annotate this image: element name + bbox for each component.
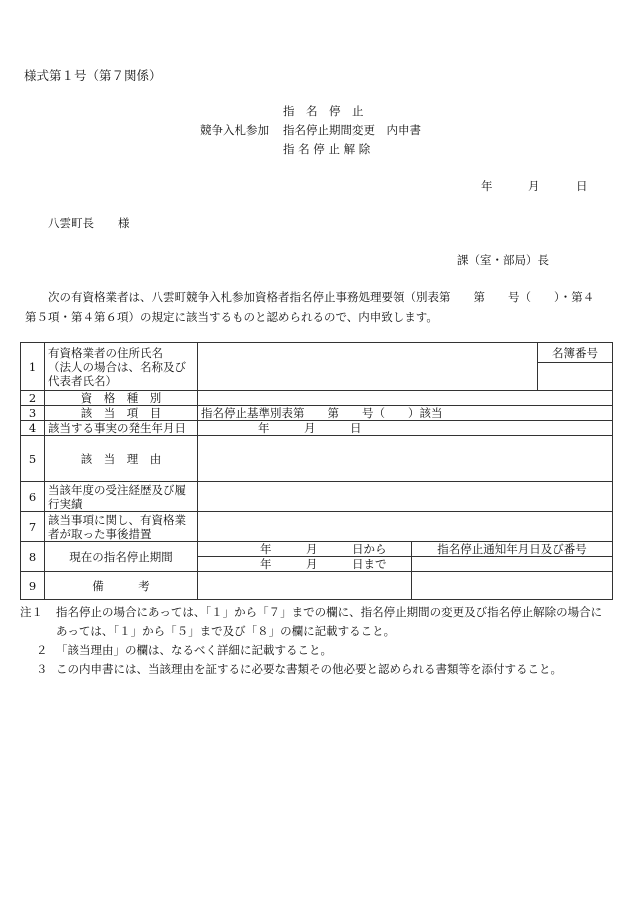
qualification-value-cell[interactable] xyxy=(198,391,613,406)
row-number: 2 xyxy=(21,391,45,406)
notice-date-header: 指名停止通知年月日及び番号 xyxy=(412,542,613,557)
row-label-applicable-item: 該 当 項 目 xyxy=(45,406,198,421)
occurrence-date-value[interactable]: 年 月 日 xyxy=(198,421,613,436)
date-year: 年 xyxy=(481,179,493,193)
title-line3: 指 名 停 止 解 除 xyxy=(283,142,371,156)
note-text: この内申書には、当該理由を証するに必要な書類その他必要と認められる書類等を添付すること。 xyxy=(56,662,562,676)
measures-value-cell[interactable] xyxy=(198,512,613,542)
notice-date-cell[interactable] xyxy=(412,557,613,572)
date-day: 日 xyxy=(576,179,588,193)
row-number: 3 xyxy=(21,406,45,421)
note-item xyxy=(36,660,610,679)
row-label-order-history: 当該年度の受注経歴及び履行実績 xyxy=(45,482,198,512)
row-label-address: 有資格業者の住所氏名 （法人の場合は、名称及び代表者氏名） xyxy=(45,343,198,391)
note-text: 「該当理由」の欄は、なるべく詳細に記載すること。 xyxy=(56,643,332,657)
note-marker: ３ xyxy=(36,662,48,676)
row-label-current-period: 現在の指名停止期間 xyxy=(45,542,198,572)
period-to-value[interactable]: 年 月 日まで xyxy=(198,557,412,572)
report-table xyxy=(20,342,613,600)
row-label-occurrence-date: 該当する事実の発生年月日 xyxy=(45,421,198,436)
date-month: 月 xyxy=(528,179,540,193)
row-number: 5 xyxy=(21,436,45,482)
title-prefix: 競争入札参加 xyxy=(200,123,269,137)
note-item xyxy=(20,603,610,641)
row-label-qualification: 資 格 種 別 xyxy=(45,391,198,406)
registry-number-cell[interactable] xyxy=(538,363,613,391)
period-from-value[interactable]: 年 月 日から xyxy=(198,542,412,557)
row-label-reason: 該 当 理 由 xyxy=(45,436,198,482)
order-history-value-cell[interactable] xyxy=(198,482,613,512)
row-label-measures: 該当事項に関し、有資格業者が取った事後措置 xyxy=(45,512,198,542)
addressee-honorific: 様 xyxy=(118,216,130,230)
title-line2: 指名停止期間変更 内申書 xyxy=(283,123,421,137)
form-number: 様式第１号（第７関係） xyxy=(24,68,162,83)
row-number: 1 xyxy=(21,343,45,391)
remarks-value-cell[interactable] xyxy=(198,572,412,600)
row-number: 7 xyxy=(21,512,45,542)
row-number: 4 xyxy=(21,421,45,436)
note-text: 指名停止の場合にあっては、「１」から「７」までの欄に、指名停止期間の変更及び指名停止解除の場合にあっては、「１」から「５」まで及び「８」の欄に記載すること。 xyxy=(56,605,603,638)
note-marker: 注１ xyxy=(20,605,43,619)
body-line1: 次の有資格業者は、八雲町競争入札参加資格者指名停止事務処理要領（別表第 第 号（ ）・第４ xyxy=(48,290,595,304)
row-number: 6 xyxy=(21,482,45,512)
notes xyxy=(20,603,610,679)
applicable-item-value[interactable]: 指名停止基準別表第 第 号（ ）該当 xyxy=(198,406,613,421)
row-label-remarks: 備 考 xyxy=(45,572,198,600)
row-number: 8 xyxy=(21,542,45,572)
title-line1: 指 名 停 止 xyxy=(283,104,364,118)
addressee-name: 八雲町長 xyxy=(48,216,94,230)
sender: 課（室・部局）長 xyxy=(457,253,549,267)
registry-number-header: 名簿番号 xyxy=(538,343,613,363)
body-line2: 第５項・第４第６項）の規定に該当するものと認められるので、内申致します。 xyxy=(25,310,438,324)
note-item xyxy=(36,641,610,660)
remarks-extra-cell[interactable] xyxy=(412,572,613,600)
reason-value-cell[interactable] xyxy=(198,436,613,482)
address-value-cell[interactable] xyxy=(198,343,538,391)
note-marker: ２ xyxy=(36,643,48,657)
row-number: 9 xyxy=(21,572,45,600)
